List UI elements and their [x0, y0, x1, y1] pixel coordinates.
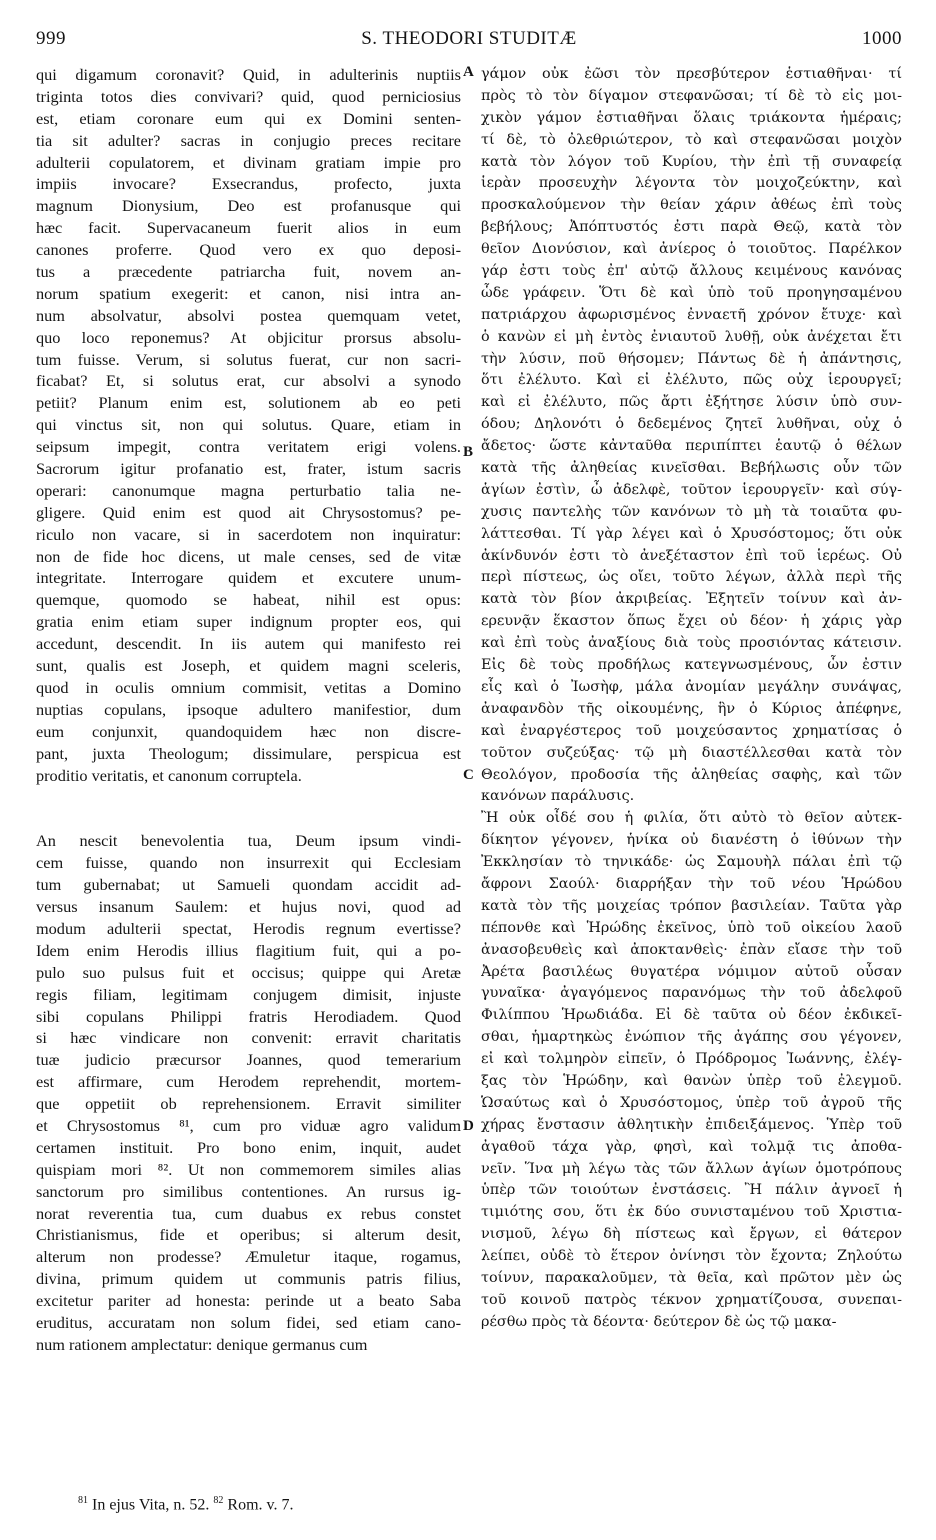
- text-line: que oppetiit ob reprehensionem. Erravit similiter: [36, 1094, 461, 1114]
- text-line: τὴν λύσιν, ποῦ θήσομεν; Πάντως δὲ ἡ ἀπάντησις,: [481, 350, 902, 367]
- text-line: si hæc vindicare non convenit: erravit charitatis: [36, 1028, 461, 1048]
- running-title: S. THEODORI STUDITÆ: [361, 28, 577, 49]
- text-line: canones proferre. Quod vero ex quo deposi-: [36, 240, 461, 260]
- text-line: δίκητον γέγονεν, ἡνίκα οὐ διανέστη ὁ ἰθύνων τὴν: [481, 832, 902, 849]
- text-line: versus insanum Saulem: et hujus novi, quod ad: [36, 897, 461, 917]
- text-line: eum conjunxit, quandoquidem hæc non discre-: [36, 721, 461, 741]
- text-line: nuptias copulans, ipsoque adultero manifestior, dum: [36, 699, 461, 719]
- text-line: Ἀρέτα βασιλέως θυγατέρα νόμιμον αὐτοῦ οὖσαν: [481, 963, 902, 980]
- text-line: riculo non vacare, si in sacerdotem non inquiratur:: [36, 524, 461, 544]
- text-line: χυσις παντελὴς τῶν κανόνων τὸ μὴ τὰ τοιαῦτα φυ-: [481, 503, 902, 520]
- text-line: Εἰς δὲ τοὺς προδήλως κατεγνωσμένους, ὧν ἐστιν: [481, 657, 902, 674]
- text-line: gratia enim etiam super indignum propter eos, qui: [36, 612, 461, 632]
- text-line: καὶ ἐναργέστερος τοῦ μοιχεύσαντος χρηματίσας ὁ: [481, 722, 902, 739]
- text-line: καὶ εἰ ἐλέλυτο, πῶς ἄρτι ἐξήτησε λύσιν ὑπὸ συν-: [481, 394, 902, 411]
- text-line: Ἐκκλησίαν τὸ τηνικάδε· ὡς Σαμουὴλ πάλαι ἐπὶ τῷ: [481, 854, 902, 871]
- text-line: non de fide hoc dicens, ut male censes, sed de vitæ: [36, 546, 461, 566]
- text-line: seipsum impegit, contra veritatem erigi volens.: [36, 437, 461, 457]
- text-line: τί δὲ, τὸ ὀλεθριώτερον, τὸ καὶ στεφανῶσαι μοιχὸν: [481, 131, 902, 148]
- text-line: petiit? Planum enim est, solutionem ab eo peti: [36, 393, 461, 413]
- text-line: Ὡσαύτως καὶ ὁ Χρυσόστομος, ὑπὲρ τοῦ ἀγροῦ τῆς: [481, 1094, 902, 1111]
- text-line: integritate. Interrogare quidem et excutere unum-: [36, 568, 461, 588]
- text-line: eruditus, accuratam non solum fidei, sed etiam cano-: [36, 1312, 461, 1332]
- text-line: ἄδετος· ὥστε κἀνταῦθα περιπίπτει ἑαυτῷ ὁ θέλων: [481, 438, 902, 455]
- text-line: ἀκίνδυνόν ἐστι τὸ ἀνεξέταστον ἐπὶ τοῦ ἱερέως. Οὐ: [481, 547, 902, 564]
- text-line: περὶ πίστεως, ὡς οἴει, τοῦτο λέγων, ἀλλὰ περὶ τῆς: [481, 569, 902, 586]
- text-line: τοῦτον συζεύξας· τῷ μὴ διαστέλλεσθαι κατὰ τὸν: [481, 744, 902, 761]
- text-line: ερευνᾷν ἕκαστον ὅπως ἔχει οὐ δέον· ἡ χάρις γὰρ: [481, 613, 902, 630]
- text-line: κατὰ τὸν λόγον τοῦ Κυρίου, τὴν ἐπὶ τῇ συναφείᾳ: [481, 153, 902, 170]
- text-line: κανόνων παράλυσις.: [481, 788, 635, 805]
- text-line: norum spatium exegerit: et canon, nisi intra an-: [36, 283, 461, 303]
- margin-marker-d: D: [463, 1118, 474, 1134]
- text-line: pant, juxta Theologum; dissimulare, perspicua est: [36, 743, 461, 763]
- text-line: ὅτι ἐλέλυτο. Καὶ εἰ ἐλέλυτο, πῶς οὐχ ἱερουργεῖ;: [481, 372, 902, 389]
- text-line: γάρ ἐστι τοὺς ἐπ' αὐτῷ ἄλλους κειμένους κανόνας: [481, 263, 902, 280]
- text-line: ρέσθω πρὸς τὰ δέοντα· δεύτερον δὲ ὡς τῷ μακα-: [481, 1313, 837, 1330]
- text-line: hæc facit. Supervacaneum fuerit alios in eum: [36, 218, 461, 238]
- text-line: num absolvatur, absolvi postea quemquam vetet,: [36, 305, 461, 325]
- text-line: est affirmare, cum Herodem reprehendit, mortem-: [36, 1072, 461, 1092]
- text-line: όδου; Δηλονότι ὁ δεδεμένος ζητεῖ λυθῆναι, οὐχ ὁ: [481, 416, 902, 433]
- text-line: ὧδε γράφειν. Ὅτι δὲ καὶ ὑπὸ τοῦ προηγησαμένου: [481, 284, 902, 301]
- text-line: γυναῖκα· ἀγαγόμενος παρανόμως τὴν τοῦ ἀδελφοῦ: [481, 985, 902, 1002]
- text-line: ἱερὰν προσευχὴν λέγοντα τὸν μοιχοζεύκτην, καὶ: [481, 175, 902, 192]
- text-line: χήρας ἔνστασιν ἀθλητικὴν ἐπιδειξάμενος. Ὑπὲρ τοῦ: [481, 1116, 902, 1133]
- text-line: χικὸν γάμον ἑστιαθῆναι ὅλαις τριάκοντα ἡμέραις;: [481, 109, 902, 126]
- text-line: σθαι, ἡμαρτηκὼς ἐνώπιον τῆς ἀγάπης σου γέγονεν,: [481, 1029, 902, 1046]
- text-line: πατριάρχου ἀφωρισμένος ἐνναετῆ χρόνον ἔτυχε· καὶ: [481, 306, 902, 323]
- text-line: Sacrorum igitur profanatio est, frater, istum sacris: [36, 459, 461, 479]
- text-line: pulo suo pulsus fuit et occisus; quippe qui Aretæ: [36, 962, 461, 982]
- text-line: certamen instituit. Pro bono enim, inquit, audet: [36, 1137, 461, 1157]
- text-line: quemque, quomodo se habeat, nihil est opus:: [36, 590, 461, 610]
- text-line: qui digamum coronavit? Quid, in adulterinis nuptiis: [36, 65, 461, 84]
- text-line: ἀναφανδὸν τῆς οἰκουμένης, ἣν ὁ Κύριος ἀπέφηνε,: [481, 700, 902, 717]
- text-line: quod in oculis omnium commisit, vetitas a Domino: [36, 677, 461, 697]
- text-line: regis filiam, legitimam conjugem dimisit, injuste: [36, 984, 461, 1004]
- text-line: impiis invocare? Exsecrandus, profecto, juxta: [36, 174, 461, 194]
- text-line: quo loco reponemus? At objicitur prorsus absolu-: [36, 327, 461, 347]
- latin-paragraph-2: [36, 830, 461, 1355]
- text-line: quispiam mori ⁸². Ut non commemorem similes alias: [36, 1159, 461, 1179]
- page-number-left: 999: [36, 28, 66, 49]
- text-line: νεῖν. Ἵνα μὴ λέγω τὰς τῶν ἄλλων ἁγίων ὁμοτρόπους: [481, 1160, 902, 1177]
- footnotes: [78, 1495, 293, 1514]
- text-line: modum adulterii spectat, Herodis regnum evertisse?: [36, 918, 461, 938]
- text-line: Ἢ οὐκ οἶδέ σου ἡ φιλία, ὅτι αὐτὸ τὸ θεῖον αὐτεκ-: [481, 810, 902, 827]
- text-line: Christianismus, fide et operibus; si alterum desit,: [36, 1225, 461, 1245]
- text-line: εἰ καὶ τολμηρὸν εἰπεῖν, ὁ Πρόδρομος Ἰωάννης, ἐλέγ-: [481, 1051, 902, 1068]
- text-line: cem fuisse, quando non insurrexit qui Ecclesiam: [36, 853, 461, 873]
- text-line: θεῖον Διονύσιον, καὶ ἀνίερος ὁ τοιοῦτος. Παρέλκον: [481, 241, 902, 258]
- text-line: triginta totos dies convivari? quid, quod perniciosius: [36, 86, 461, 106]
- text-line: ὑπὲρ τῶν τοιούτων ἐνστάσεις. Ἢ πάλιν ἀγνοεῖ ἡ: [481, 1182, 902, 1199]
- text-line: et Chrysostomus ⁸¹, cum pro viduæ agro validum: [36, 1115, 461, 1135]
- text-line: tum fuisse. Verum, si solutus fuerat, cur non sacri-: [36, 349, 461, 369]
- text-line: λείπει, οὐδὲ τὸ ἕτερον ὀνίνησι τὸν ἔχοντα; Ζηλούτω: [481, 1248, 902, 1265]
- text-line: tia sit adulter? sacras in conjugio preces recitare: [36, 130, 461, 150]
- text-line: Idem enim Herodis illius flagitium fuit, qui a po-: [36, 940, 461, 960]
- text-line: qui vinctus sit, non qui solutus. Quare, etiam in: [36, 415, 461, 435]
- text-line: ἁγίων ἐστὶν, ὦ ἀδελφὲ, τοῦτον ἱερουργεῖν· καὶ σύγ-: [481, 481, 902, 498]
- text-line: tum gubernabat; ut Samueli quondam accidit ad-: [36, 875, 461, 895]
- footnote-81-text: In ejus Vita, n. 52.: [88, 1496, 214, 1514]
- margin-marker-b: B: [463, 444, 474, 460]
- text-line: τιμιότης σου, ὅτι ἐκ δύο συνισταμένου τοῦ Χριστια-: [481, 1204, 902, 1221]
- text-line: excitetur pariter ad honesta: perinde ut a beato Saba: [36, 1291, 461, 1311]
- text-line: λάττεσθαι. Τί γὰρ λέγει καὶ ὁ Χρυσόστομος; ὅτι οὐκ: [481, 525, 902, 542]
- text-line: νισμοῦ, λέγω δὴ πίστεως καὶ ἔργων, εἰ θάτερον: [481, 1226, 902, 1243]
- text-line: κατὰ τῆς ἀληθείας κινεῖσθαι. Βεβήλωσις οὖν τῶν: [481, 460, 902, 477]
- paragraph-gap: [36, 786, 461, 830]
- text-line: alterum non prodesse? Æmuletur itaque, rogamus,: [36, 1247, 461, 1267]
- text-line: ἀγαθοῦ τάχα γὰρ, φησὶ, καὶ τολμᾷ τις ἀποθα-: [481, 1138, 902, 1155]
- page-header: [36, 28, 902, 60]
- text-line: sanctorum pro similibus contentiones. An rursus ig-: [36, 1181, 461, 1201]
- text-line: sunt, qualis est Joseph, et quidem magni sceleris,: [36, 656, 461, 676]
- text-line: ὁ κανὼν εἰ μὴ ἐντὸς ἐνιαυτοῦ λυθῇ, οὐκ ἀνέχεται ἔτι: [481, 328, 902, 345]
- text-line: norat reverentia tua, cum duabus ex rebus constet: [36, 1203, 461, 1223]
- latin-column: [36, 64, 461, 1356]
- text-line: ξας τὸν Ἡρώδην, καὶ θανὼν ὑπὲρ τοῦ ἐλεγμοῦ.: [481, 1072, 902, 1089]
- page-number-right: 1000: [862, 28, 902, 49]
- text-line: Θεολόγον, προδοσία τῆς ἀληθείας σαφὴς, καὶ τῶν: [481, 766, 902, 783]
- margin-marker-a: A: [463, 64, 474, 80]
- text-line: sibi copulans Philippi fratris Herodiadem. Quod: [36, 1006, 461, 1026]
- text-line: num rationem amplectatur: denique germanus cum: [36, 1334, 368, 1354]
- text-line: κατὰ τὸν τῆς μοιχείας τρόπον βασιλείαν. Ταῦτα γὰρ: [481, 897, 902, 914]
- greek-column: [481, 64, 902, 1334]
- text-line: πρὸς τὸ τὸν δίγαμον στεφανῶσαι; τί δὲ τὸ εἰς μοι-: [481, 87, 902, 104]
- text-line: καὶ ἐπὶ τοὺς ἀναξίους διὰ τοὺς προσιόντας κάτεισιν.: [481, 635, 902, 652]
- text-line: proditio veritatis, et canonum corruptela.: [36, 765, 302, 785]
- text-line: πέπονθε καὶ Ἡρώδης ἐκεῖνος, ὑπὸ τοῦ οἰκείου λαοῦ: [481, 919, 902, 936]
- text-line: ficabat? Et, si solutus erat, cur absolvi a synodo: [36, 371, 461, 391]
- footnote-82-mark: 82: [213, 1495, 224, 1506]
- text-line: tus a præcedente patriarcha fuit, novem an-: [36, 262, 461, 282]
- text-line: τοῦ κοινοῦ πατρὸς τέκνον χρηματίζουσα, συνεπαι-: [481, 1291, 902, 1308]
- text-line: γάμον οὐκ ἐῶσι τὸν πρεσβύτερον ἑστιαθῆναι· τί: [481, 66, 902, 82]
- text-line: gligere. Quid enim est quod ait Chrysostomus? pe-: [36, 502, 461, 522]
- text-line: κατὰ τὸν βίον ἀκριβείας. Ἐξητεῖν τοίνυν καὶ ἀν-: [481, 591, 902, 608]
- text-line: An nescit benevolentia tua, Deum ipsum vindi-: [36, 831, 461, 851]
- text-line: adulterii copulatorem, et divinam gratiam impie pro: [36, 152, 461, 172]
- margin-marker-c: C: [463, 767, 474, 783]
- text-line: magnum Dionysium, Deo est profanusque qui: [36, 196, 461, 216]
- text-line: τοίνυν, παρακαλοῦμεν, τὰ θεῖα, καὶ πρῶτον μὲν ὡς: [481, 1269, 902, 1286]
- text-line: προσκαλούμενον τὴν θείαν χάριν ἀθέως ἐπὶ τοὺς: [481, 197, 902, 214]
- footnote-82-text: Rom. v. 7.: [223, 1496, 294, 1514]
- text-line: est, etiam coronare eum qui ex Domini senten-: [36, 108, 461, 128]
- text-line: ἄφρονι Σαούλ· διαρρήξαν τὴν τοῦ νέου Ἡρώδου: [481, 875, 902, 892]
- text-line: operari: canonumque magna perturbatio talia ne-: [36, 480, 461, 500]
- text-line: βεβήλους; Ἀπόπτυστός ἐστι παρὰ Θεῷ, κατὰ τὸν: [481, 219, 902, 236]
- text-line: εἷς καὶ ὁ Ἰωσὴφ, μάλα ἀνομίαν μεγάλην συνάψας,: [481, 678, 902, 695]
- latin-paragraph-1: [36, 64, 461, 786]
- text-line: accedunt, descendit. In iis autem qui manifesto rei: [36, 634, 461, 654]
- text-line: Φιλίππου Ἡρωδιάδα. Εἰ δὲ ταῦτα οὐ δέον ἐκδικεῖ-: [481, 1007, 902, 1024]
- text-line: ἀνασοβευθεὶς καὶ ἀποκτανθεὶς· ἐπὰν εἴασε τὴν τοῦ: [481, 941, 902, 958]
- text-line: tuæ judicio præcursor Joannes, quod temerarium: [36, 1050, 461, 1070]
- text-line: divina, primum quidem ut communis patris filius,: [36, 1269, 461, 1289]
- footnote-81-mark: 81: [78, 1495, 88, 1506]
